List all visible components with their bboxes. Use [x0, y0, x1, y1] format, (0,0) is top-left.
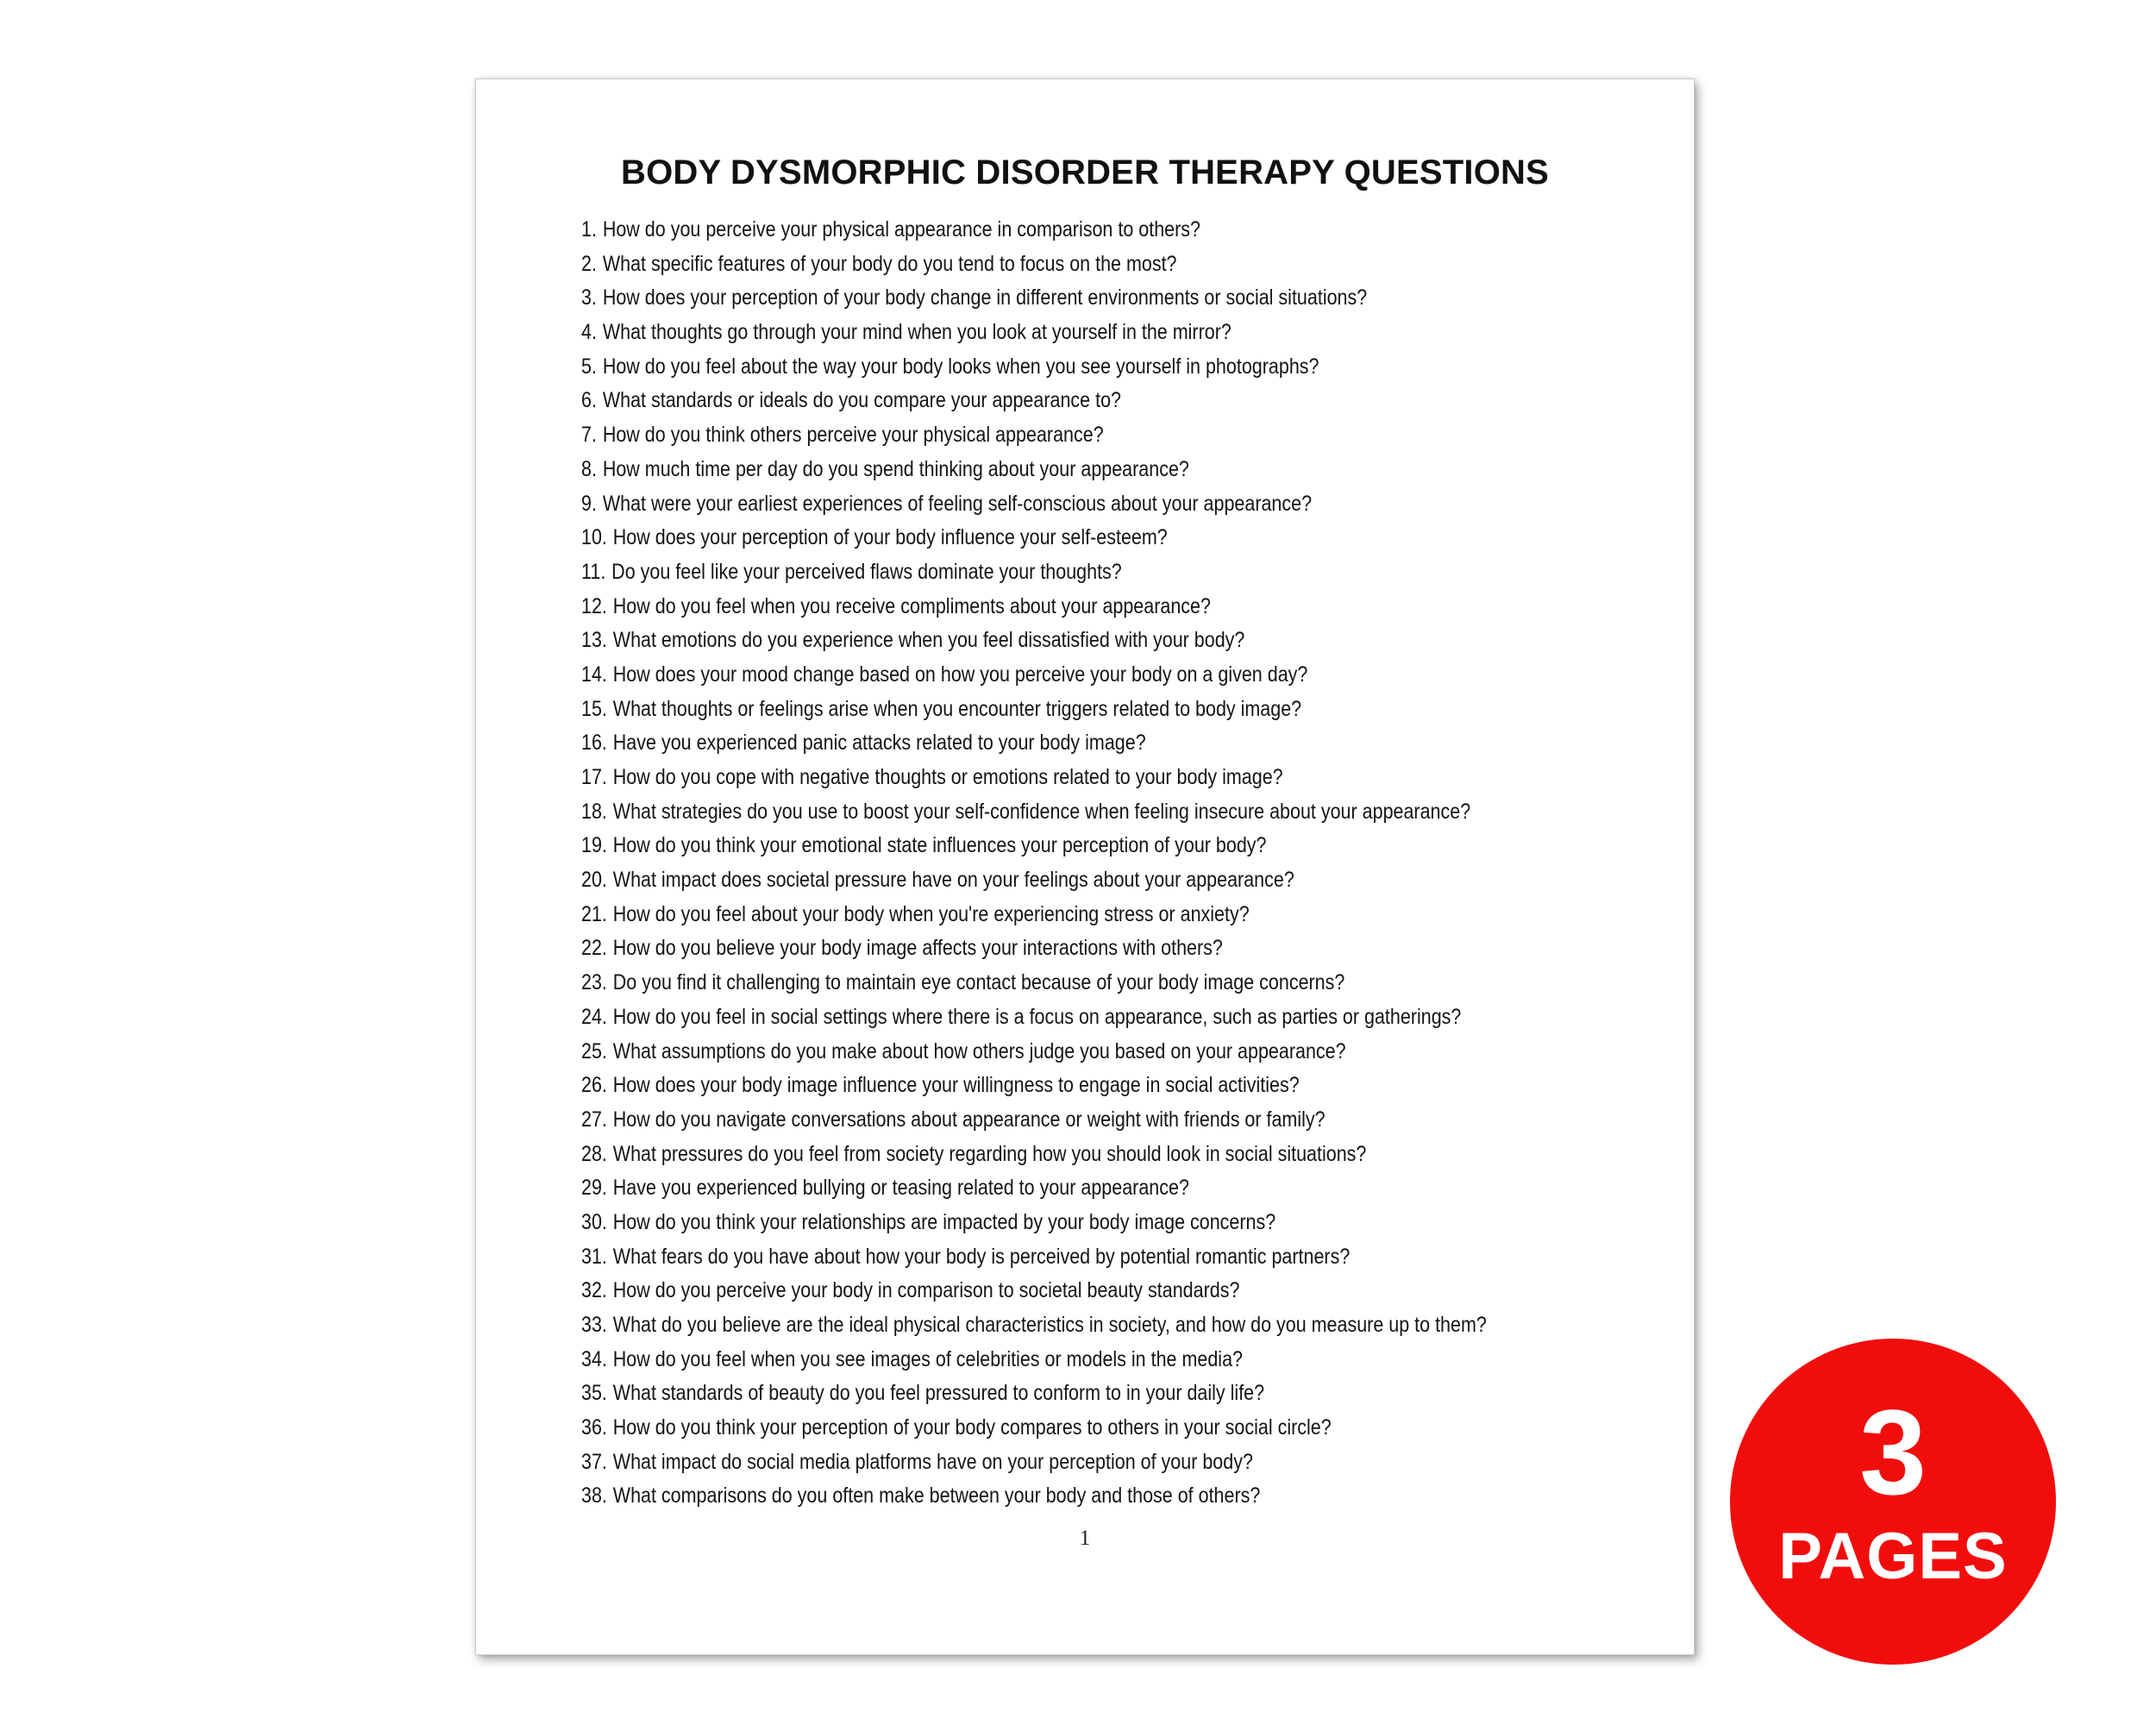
question-text: What emotions do you experience when you feel dissatisfied with your body?	[612, 628, 1245, 653]
question-text: How do you feel when you receive compliments about your appearance?	[612, 593, 1211, 618]
question-item	[581, 487, 1487, 522]
question-number: 6.	[581, 388, 597, 413]
question-item	[581, 1274, 1487, 1308]
question-item	[581, 384, 1487, 418]
question-text: What impact do social media platforms have on your perception of your body?	[612, 1449, 1253, 1474]
question-number: 23.	[581, 970, 607, 995]
question-number: 19.	[581, 833, 607, 858]
question-number: 21.	[581, 901, 607, 926]
question-number: 11.	[581, 559, 606, 584]
question-text: Do you find it challenging to maintain eye contact because of your body image concerns?	[612, 970, 1345, 995]
question-number: 8.	[581, 456, 597, 481]
question-text: How does your body image influence your willingness to engage in social activities?	[612, 1073, 1300, 1098]
question-item	[581, 521, 1487, 555]
question-number: 12.	[581, 593, 607, 618]
question-text: How do you cope with negative thoughts or emotions related to your body image?	[612, 765, 1283, 789]
question-number: 9.	[581, 491, 597, 516]
question-item	[581, 1103, 1487, 1138]
question-item	[581, 624, 1487, 658]
question-number: 30.	[581, 1209, 607, 1234]
question-number: 35.	[581, 1381, 607, 1406]
question-item	[581, 658, 1487, 693]
question-number: 7.	[581, 423, 597, 448]
question-item	[581, 932, 1487, 966]
question-text: How do you navigate conversations about appearance or weight with friends or family?	[612, 1107, 1326, 1132]
question-text: How do you feel when you see images of celebrities or models in the media?	[612, 1346, 1243, 1371]
question-number: 5.	[581, 354, 597, 379]
question-number: 38.	[581, 1484, 607, 1509]
question-item	[581, 453, 1487, 487]
question-text: How do you feel about the way your body looks when you see yourself in photographs?	[602, 354, 1319, 379]
question-item	[581, 248, 1487, 282]
question-number: 34.	[581, 1346, 607, 1371]
question-item	[581, 1411, 1487, 1446]
question-item	[581, 1069, 1487, 1103]
question-item	[581, 350, 1487, 385]
question-item	[581, 1240, 1487, 1275]
question-number: 14.	[581, 662, 607, 687]
question-text: What standards of beauty do you feel pressured to conform to in your daily life?	[612, 1381, 1265, 1406]
question-text: How does your perception of your body influence your self-esteem?	[612, 525, 1168, 550]
question-number: 16.	[581, 731, 607, 756]
question-list	[581, 213, 1634, 1514]
question-text: How do you think your relationships are impacted by your body image concerns?	[612, 1209, 1276, 1234]
question-text: How do you perceive your body in comparison to societal beauty standards?	[612, 1278, 1240, 1303]
question-number: 4.	[581, 320, 597, 345]
question-number: 22.	[581, 936, 607, 961]
question-number: 36.	[581, 1415, 607, 1440]
pages-count-badge	[1730, 1339, 2056, 1665]
question-item	[581, 1343, 1487, 1377]
question-text: What thoughts go through your mind when you look at yourself in the mirror?	[602, 320, 1232, 345]
question-number: 27.	[581, 1107, 607, 1132]
question-number: 24.	[581, 1004, 607, 1029]
question-item	[581, 1479, 1487, 1514]
document-page	[475, 78, 1695, 1655]
question-number: 2.	[581, 251, 597, 276]
question-item	[581, 1308, 1487, 1343]
question-text: How does your mood change based on how you perceive your body on a given day?	[612, 662, 1308, 687]
question-text: How do you think your perception of your body compares to others in your social circle?	[612, 1415, 1332, 1440]
question-number: 3.	[581, 285, 597, 310]
question-text: What do you believe are the ideal physical characteristics in society, and how do you measure up to them?	[612, 1313, 1487, 1337]
question-item	[581, 966, 1487, 1000]
question-text: How do you perceive your physical appearance in comparison to others?	[602, 217, 1200, 242]
question-number: 25.	[581, 1038, 607, 1063]
question-item	[581, 1171, 1487, 1206]
question-item	[581, 761, 1487, 795]
badge-number: 3	[1859, 1384, 1927, 1520]
question-item	[581, 1000, 1487, 1035]
question-number: 28.	[581, 1141, 607, 1166]
question-text: What were your earliest experiences of feeling self-conscious about your appearance?	[602, 491, 1313, 516]
question-text: How do you feel about your body when you're experiencing stress or anxiety?	[612, 901, 1250, 926]
page-title: BODY DYSMORPHIC DISORDER THERAPY QUESTIONS	[621, 154, 1549, 191]
question-item	[581, 1035, 1487, 1070]
question-item	[581, 555, 1487, 590]
question-number: 18.	[581, 799, 607, 824]
question-text: What pressures do you feel from society regarding how you should look in social situations?	[612, 1141, 1367, 1166]
question-item	[581, 898, 1487, 932]
question-number: 17.	[581, 765, 607, 789]
question-text: How do you believe your body image affects your interactions with others?	[612, 936, 1223, 961]
question-text: What strategies do you use to boost your self-confidence when feeling insecure about your appearance?	[612, 799, 1471, 824]
question-text: How do you think others perceive your physical appearance?	[602, 423, 1104, 448]
question-number: 29.	[581, 1176, 607, 1201]
question-item	[581, 590, 1487, 624]
question-number: 32.	[581, 1278, 607, 1303]
question-number: 1.	[581, 217, 597, 242]
question-number: 13.	[581, 628, 607, 653]
question-text: What comparisons do you often make between your body and those of others?	[612, 1484, 1261, 1509]
question-item	[581, 281, 1487, 316]
question-item	[581, 213, 1487, 248]
question-text: What specific features of your body do you tend to focus on the most?	[602, 251, 1177, 276]
question-item	[581, 726, 1487, 761]
question-text: How much time per day do you spend thinking about your appearance?	[602, 456, 1189, 481]
question-text: Have you experienced panic attacks related to your body image?	[612, 731, 1146, 756]
question-item	[581, 1138, 1487, 1172]
page-number: 1	[1079, 1527, 1091, 1550]
question-item	[581, 1206, 1487, 1240]
question-item	[581, 693, 1487, 727]
question-text: What impact does societal pressure have on your feelings about your appearance?	[612, 868, 1294, 893]
question-number: 26.	[581, 1073, 607, 1098]
question-number: 31.	[581, 1244, 607, 1269]
question-number: 37.	[581, 1449, 607, 1474]
question-item	[581, 863, 1487, 898]
question-text: Have you experienced bullying or teasing related to your appearance?	[612, 1176, 1189, 1201]
question-text: How do you think your emotional state influences your perception of your body?	[612, 833, 1267, 858]
question-text: What fears do you have about how your body is perceived by potential romantic partners?	[612, 1244, 1351, 1269]
question-item	[581, 418, 1487, 453]
question-item	[581, 795, 1487, 830]
question-item	[581, 1377, 1487, 1411]
question-number: 20.	[581, 868, 607, 893]
badge-label: PAGES	[1778, 1520, 2008, 1593]
question-text: How do you feel in social settings where there is a focus on appearance, such as parties or gatherings?	[612, 1004, 1462, 1029]
question-number: 33.	[581, 1313, 607, 1337]
question-number: 10.	[581, 525, 607, 550]
question-text: What standards or ideals do you compare your appearance to?	[602, 388, 1121, 413]
question-text: What thoughts or feelings arise when you encounter triggers related to body image?	[612, 696, 1302, 721]
question-text: What assumptions do you make about how others judge you based on your appearance?	[612, 1038, 1346, 1063]
question-item	[581, 1446, 1487, 1480]
question-number: 15.	[581, 696, 607, 721]
question-text: How does your perception of your body change in different environments or social situations?	[602, 285, 1368, 310]
question-item	[581, 829, 1487, 863]
question-item	[581, 316, 1487, 350]
question-text: Do you feel like your perceived flaws dominate your thoughts?	[611, 559, 1122, 584]
